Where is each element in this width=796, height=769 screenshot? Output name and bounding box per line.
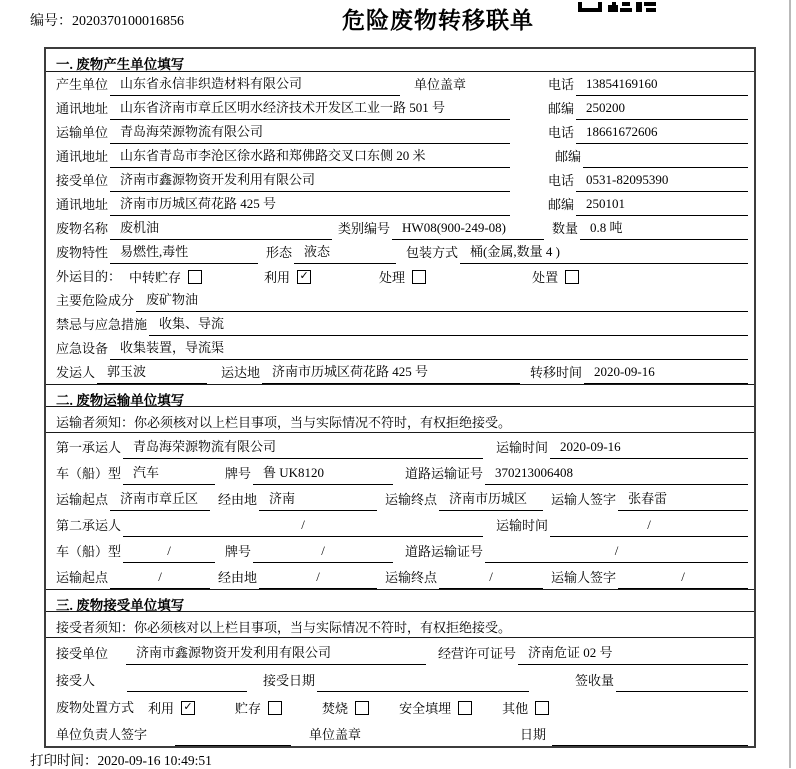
transport-time2-value: / <box>550 517 748 537</box>
transfer-time-label: 转移时间 <box>530 365 583 380</box>
character-value: 易燃性,毒性 <box>110 241 258 264</box>
origin2-value: / <box>110 569 210 589</box>
manifest-form <box>44 47 756 748</box>
purpose-option-label: 利用 <box>264 270 291 285</box>
addr2-value: 山东省青岛市李沧区徐水路和郑佛路交叉口东侧 20 米 <box>110 145 510 168</box>
carrier1-label: 第一承运人 <box>56 440 122 455</box>
section3-header: 三. 废物接受单位填写 <box>46 589 754 612</box>
phone3-label: 电话 <box>547 173 574 188</box>
receive-date-value <box>317 688 529 692</box>
equipment-row <box>46 336 754 360</box>
sign1-value: 张春雷 <box>618 488 748 511</box>
disposal-option-label: 利用 <box>148 701 175 716</box>
receiver-value: 济南市鑫源物资开发利用有限公司 <box>110 169 510 192</box>
consignor-label: 发运人 <box>56 365 96 380</box>
disposal-method-row <box>46 692 754 719</box>
receive-person-label: 接受人 <box>56 673 96 688</box>
disposal-option-landfill <box>399 698 472 719</box>
purpose-option-treat <box>379 267 426 288</box>
checkbox-disposal-incinerate <box>355 701 369 715</box>
purpose-option-utilize <box>264 267 311 288</box>
via1-label: 经由地 <box>218 492 258 507</box>
vehicle1-value: 汽车 <box>123 462 215 485</box>
receive-person-row <box>46 665 754 692</box>
date2-value <box>552 742 748 746</box>
serial-number: 2020370100016856 <box>72 14 184 29</box>
end2-label: 运输终点 <box>385 570 438 585</box>
producer-label: 产生单位 <box>56 77 109 92</box>
addr3-label: 通讯地址 <box>56 197 109 212</box>
phone2-label: 电话 <box>547 125 574 140</box>
carrier2-value: / <box>123 517 483 537</box>
print-time-value: 2020-09-16 10:49:51 <box>97 753 212 768</box>
transport-time2-label: 运输时间 <box>495 518 548 533</box>
addr2-label: 通讯地址 <box>56 149 109 164</box>
unit-seal-label: 单位盖章 <box>414 77 467 92</box>
plate1-label: 牌号 <box>225 466 252 481</box>
plate2-label: 牌号 <box>225 544 252 559</box>
addr3-value: 济南市历城区荷花路 425 号 <box>110 193 510 216</box>
origin1-label: 运输起点 <box>56 492 109 507</box>
disposal-option-label: 贮存 <box>235 701 262 716</box>
producer-row <box>46 72 754 96</box>
receive-unit-row <box>46 638 754 665</box>
phone2-value: 18661672606 <box>576 124 748 144</box>
zip2-value <box>583 164 748 168</box>
road-license2-value: / <box>485 543 748 563</box>
hazard-value: 废矿物油 <box>136 289 748 312</box>
section3-body <box>46 612 754 746</box>
waste-name-label: 废物名称 <box>56 221 109 236</box>
waste-character-row <box>46 240 754 264</box>
via2-label: 经由地 <box>218 570 258 585</box>
transporter-row <box>46 120 754 144</box>
checkbox-utilize-checked: ✓ <box>297 270 311 284</box>
purpose-option-label: 处理 <box>379 270 406 285</box>
carrier2-label: 第二承运人 <box>56 518 122 533</box>
producer-value: 山东省永信非织造材料有限公司 <box>110 73 400 96</box>
destination-value: 济南市历城区荷花路 425 号 <box>262 361 520 384</box>
purpose-label: 外运目的： <box>56 269 122 284</box>
origin2-label: 运输起点 <box>56 570 109 585</box>
qr-code-partial-icon <box>578 0 656 16</box>
disposal-option-label: 安全填埋 <box>399 701 452 716</box>
transport-time1-label: 运输时间 <box>495 440 548 455</box>
end1-label: 运输终点 <box>385 492 438 507</box>
receiver-row <box>46 168 754 192</box>
receiver-notice: 接受者须知：你必须核对以上栏目事项，当与实际情况不符时，有权拒绝接受。 <box>46 612 754 638</box>
plate1-value: 鲁 UK8120 <box>253 462 393 485</box>
print-time-line <box>30 749 212 769</box>
checkbox-disposal-storage <box>268 701 282 715</box>
end2-value: / <box>439 569 543 589</box>
zip3-label: 邮编 <box>547 197 574 212</box>
receiver-address-row <box>46 192 754 216</box>
signed-amount-value <box>616 688 748 692</box>
transfer-time-value: 2020-09-16 <box>584 364 748 384</box>
hazard-label: 主要危险成分 <box>56 293 135 308</box>
permit-value: 济南危证 02 号 <box>518 642 748 665</box>
vehicle1-row <box>46 459 754 485</box>
hazard-row <box>46 288 754 312</box>
disposal-option-utilize <box>148 698 195 719</box>
transporter-label: 运输单位 <box>56 125 109 140</box>
addr1-label: 通讯地址 <box>56 101 109 116</box>
checkbox-disposal-other <box>535 701 549 715</box>
category-value: HW08(900-249-08) <box>392 220 544 240</box>
zip1-label: 邮编 <box>547 101 574 116</box>
via2-value: / <box>259 569 377 589</box>
receiver-label: 接受单位 <box>56 173 109 188</box>
section1-body <box>46 72 754 384</box>
purpose-option-label: 中转贮存 <box>129 270 182 285</box>
carrier2-row <box>46 511 754 537</box>
via1-value: 济南 <box>259 488 377 511</box>
origin1-value: 济南市章丘区 <box>110 488 210 511</box>
waste-name-value: 废机油 <box>110 217 332 240</box>
sign2-value: / <box>618 569 748 589</box>
consignor-row <box>46 360 754 384</box>
destination-label: 运达地 <box>221 365 261 380</box>
transport-time1-value: 2020-09-16 <box>550 439 748 459</box>
category-label: 类别编号 <box>338 221 391 236</box>
taboo-row <box>46 312 754 336</box>
transporter-notice: 运输者须知：你必须核对以上栏目事项，当与实际情况不符时，有权拒绝接受。 <box>46 407 754 433</box>
purpose-row <box>46 264 754 288</box>
packing-label: 包装方式 <box>406 245 459 260</box>
purpose-option-dispose <box>532 267 579 288</box>
equipment-value: 收集装置，导流渠 <box>110 337 748 360</box>
receiver-seal-label: 单位盖章 <box>309 727 362 742</box>
quantity-label: 数量 <box>552 221 579 236</box>
head-sign-label: 单位负责人签字 <box>56 727 148 742</box>
sign1-label: 运输人签字 <box>551 492 617 507</box>
road-license1-value: 370213006408 <box>485 465 748 485</box>
head-sign-row <box>46 719 754 746</box>
route1-row <box>46 485 754 511</box>
transporter-address-row <box>46 144 754 168</box>
head-sign-value <box>175 742 291 746</box>
checkbox-transfer-storage <box>188 270 202 284</box>
plate2-value: / <box>253 543 393 563</box>
road-license1-label: 道路运输证号 <box>405 466 484 481</box>
taboo-label: 禁忌与应急措施 <box>56 317 148 332</box>
phone1-value: 13854169160 <box>576 76 748 96</box>
checkbox-treat <box>412 270 426 284</box>
disposal-method-label: 废物处置方式 <box>56 700 135 715</box>
end1-value: 济南市历城区 <box>439 488 543 511</box>
print-time-label: 打印时间： <box>30 753 98 768</box>
phone3-value: 0531-82095390 <box>576 172 748 192</box>
disposal-option-storage <box>235 698 282 719</box>
page-title: 危险废物转移联单 <box>342 8 534 33</box>
zip1-value: 250200 <box>576 100 748 120</box>
date2-label: 日期 <box>519 727 546 742</box>
section2-body <box>46 407 754 589</box>
sign2-label: 运输人签字 <box>551 570 617 585</box>
receive-unit-value: 济南市鑫源物资开发利用有限公司 <box>126 642 426 665</box>
carrier1-value: 青岛海荣源物流有限公司 <box>123 436 483 459</box>
section2-header: 二. 废物运输单位填写 <box>46 384 754 407</box>
signed-amount-label: 签收量 <box>574 673 614 688</box>
disposal-option-incinerate <box>322 698 369 719</box>
checkbox-disposal-utilize-checked: ✓ <box>181 701 195 715</box>
carrier1-row <box>46 433 754 459</box>
quantity-value: 0.8 吨 <box>580 217 748 240</box>
equipment-label: 应急设备 <box>56 341 109 356</box>
route2-row <box>46 563 754 589</box>
zip2-label: 邮编 <box>554 149 581 164</box>
transporter-value: 青岛海荣源物流有限公司 <box>110 121 510 144</box>
disposal-option-other <box>502 698 549 719</box>
road-license2-label: 道路运输证号 <box>405 544 484 559</box>
section1-header: 一. 废物产生单位填写 <box>46 49 754 72</box>
purpose-option-label: 处置 <box>532 270 559 285</box>
receive-person-value <box>127 688 247 692</box>
addr1-value: 山东省济南市章丘区明水经济技术开发区工业一路 501 号 <box>110 97 510 120</box>
vehicle1-label: 车（船）型 <box>56 466 122 481</box>
checkbox-dispose <box>565 270 579 284</box>
serial-label: 编号： <box>30 14 72 29</box>
form-value: 液态 <box>294 241 396 264</box>
disposal-option-label: 其他 <box>502 701 529 716</box>
checkbox-disposal-landfill <box>458 701 472 715</box>
packing-value: 桶(金属,数量 4 ) <box>460 241 748 264</box>
receive-unit-label: 接受单位 <box>56 646 109 661</box>
form-label: 形态 <box>266 245 293 260</box>
disposal-option-label: 焚烧 <box>322 701 349 716</box>
character-label: 废物特性 <box>56 245 109 260</box>
vehicle2-label: 车（船）型 <box>56 544 122 559</box>
purpose-option-transfer-storage <box>129 267 202 288</box>
page-edge-divider <box>789 0 791 768</box>
consignor-value: 郭玉波 <box>97 361 207 384</box>
vehicle2-row <box>46 537 754 563</box>
zip3-value: 250101 <box>576 196 748 216</box>
permit-label: 经营许可证号 <box>438 646 517 661</box>
phone1-label: 电话 <box>547 77 574 92</box>
vehicle2-value: / <box>123 543 215 563</box>
waste-name-row <box>46 216 754 240</box>
producer-address-row <box>46 96 754 120</box>
receive-date-label: 接受日期 <box>263 673 316 688</box>
taboo-value: 收集、导流 <box>149 313 748 336</box>
